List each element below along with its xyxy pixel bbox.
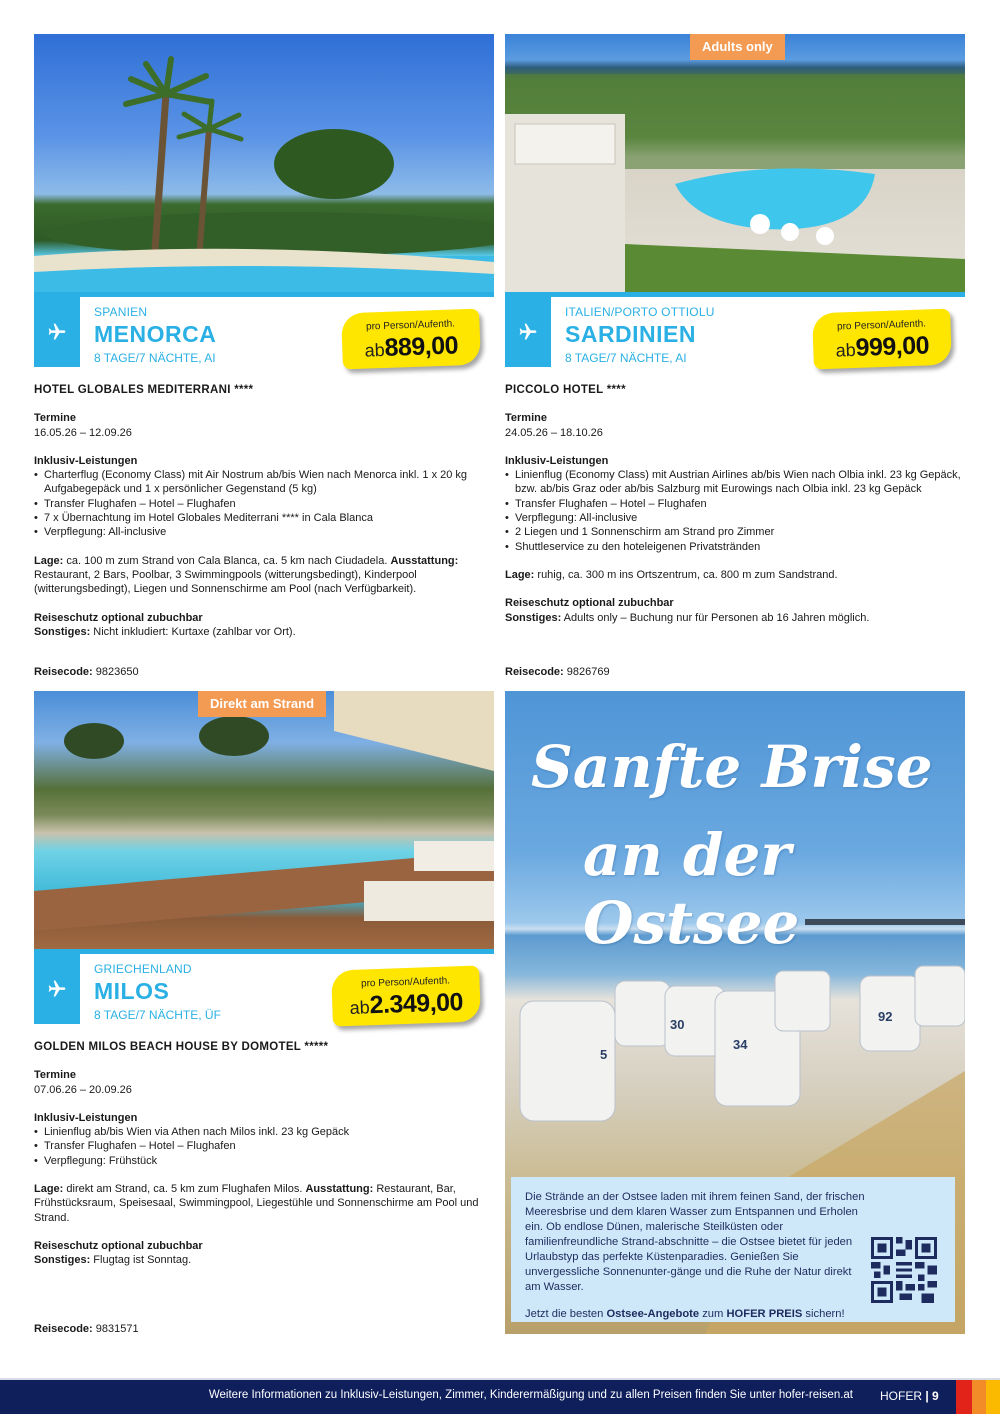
reisecode-menorca <box>34 666 139 678</box>
svg-text:30: 30 <box>670 1017 685 1032</box>
hotel-name: PICCOLO HOTEL **** <box>505 384 626 396</box>
reisecode-milos <box>34 1323 139 1335</box>
lage-text: ca. 100 m zum Strand von Cala Blanca, ca. 5 km nach Ciudadela. <box>63 554 391 567</box>
reiseschutz: Reiseschutz optional zubuchbar <box>34 1239 203 1252</box>
price-note: pro Person/Aufenth. <box>836 318 927 333</box>
offer-region: GRIECHENLAND <box>94 962 192 976</box>
termine-label: Termine <box>505 412 547 425</box>
price-value: 999,00 <box>855 331 930 362</box>
inklusiv-item: • Linienflug (Economy Class) mit Austrian Airlines ab/bis Wien nach Olbia inkl. 23 kg Gepäck, bzw. ab/bis Graz oder ab/bis Salzburg mit Eurowings nach Olbia inkl. 23 kg Gepäck <box>505 468 965 497</box>
offer-details <box>505 383 965 625</box>
offer-card-sardinien <box>505 34 965 625</box>
sonstiges <box>34 1253 494 1267</box>
brand-stripe-yellow <box>986 1380 1000 1414</box>
inklusiv-item: • Verpflegung: Frühstück <box>34 1154 494 1168</box>
price-prefix: ab <box>364 339 385 361</box>
price-tag <box>341 309 481 370</box>
offer-duration: 8 TAGE/7 NÄCHTE, AI <box>94 351 216 365</box>
inklusiv-item: • Transfer Flughafen – Hotel – Flughafen <box>34 1139 494 1153</box>
offer-duration: 8 TAGE/7 NÄCHTE, AI <box>565 351 687 365</box>
offer-header-band <box>505 292 965 367</box>
flight-icon-box <box>34 297 80 367</box>
price-note: pro Person/Aufenth. <box>365 318 456 333</box>
inklusiv-label: Inklusiv-Leistungen <box>505 454 609 467</box>
airplane-icon <box>518 322 538 342</box>
termine-dates: 24.05.26 – 18.10.26 <box>505 426 603 439</box>
brand-stripe-orange <box>972 1380 986 1414</box>
qr-code[interactable] <box>871 1237 937 1303</box>
offer-destination: SARDINIEN <box>565 321 697 347</box>
hotel-photo-pool-terrace <box>505 34 965 292</box>
hotel-photo-beach-pool <box>34 691 494 949</box>
offer-destination: MENORCA <box>94 321 217 347</box>
sonstiges-label: Sonstiges: <box>505 611 562 624</box>
offer-details <box>34 1040 494 1268</box>
cta-ostsee-angebote: Ostsee-Angebote <box>606 1308 700 1320</box>
sonstiges-text: Flugtag ist Sonntag. <box>90 1254 192 1267</box>
price-tag <box>812 309 952 370</box>
ausstattung-text: Restaurant, Bar, Frühstücksraum, Speisesaal, Swimmingpool, Liegestühle und Sonnenschirme am Pool und Strand. <box>34 1183 479 1224</box>
sonstiges-text: Nicht inkludiert: Kurtaxe (zahlbar vor Ort). <box>90 625 296 638</box>
inklusiv-item: • Verpflegung: All-inclusive <box>34 525 494 539</box>
sonstiges <box>34 625 494 639</box>
resort-pool-illustration <box>505 34 965 292</box>
flight-icon-box <box>34 954 80 1024</box>
inklusiv-item: • 7 x Übernachtung im Hotel Globales Mediterrani **** in Cala Blanca <box>34 511 494 525</box>
lage-text: ruhig, ca. 300 m ins Ortszentrum, ca. 800 m zum Sandstrand. <box>534 568 838 581</box>
price-note: pro Person/Aufenth. <box>360 975 451 990</box>
price-value: 2.349,00 <box>369 988 464 1020</box>
reisecode-value: 9823650 <box>92 666 139 678</box>
flight-icon-box <box>505 297 551 367</box>
brand-stripe-red <box>956 1380 972 1414</box>
airplane-icon <box>47 322 67 342</box>
reisecode-value: 9826769 <box>563 666 610 678</box>
ausstattung-label: Ausstattung: <box>305 1183 374 1196</box>
termine-label: Termine <box>34 1069 76 1082</box>
offer-details <box>34 383 494 639</box>
svg-text:92: 92 <box>878 1009 893 1024</box>
price-prefix: ab <box>349 997 371 1018</box>
sonstiges <box>505 611 965 625</box>
adults-only-badge: Adults only <box>690 34 785 60</box>
lage-label: Lage: <box>34 554 64 567</box>
lage <box>505 568 965 582</box>
ostsee-cta <box>525 1307 941 1322</box>
offer-header-band <box>34 292 494 367</box>
lage-text: direkt am Strand, ca. 5 km zum Flughafen Milos. <box>63 1183 306 1196</box>
termine-dates: 16.05.26 – 12.09.26 <box>34 426 132 439</box>
reisecode-value: 9831571 <box>92 1323 139 1335</box>
inklusiv-list <box>34 1125 494 1168</box>
airplane-icon <box>47 979 67 999</box>
cta-prefix: Jetzt die besten <box>525 1308 607 1320</box>
inklusiv-item: • Linienflug ab/bis Wien via Athen nach Milos inkl. 23 kg Gepäck <box>34 1125 494 1139</box>
hotel-name: HOTEL GLOBALES MEDITERRANI **** <box>34 384 254 396</box>
ostsee-promo <box>505 691 965 1334</box>
inklusiv-label: Inklusiv-Leistungen <box>34 1111 138 1124</box>
ausstattung-text: Restaurant, 2 Bars, Poolbar, 3 Swimmingpools (witterungsbedingt), Kinderpool (witterungsbedingt), Liegen und Sonnenschirme am Pool (nach Verfügbarkeit). <box>34 568 417 596</box>
inklusiv-item: • Charterflug (Economy Class) mit Air Nostrum ab/bis Wien nach Menorca inkl. 1 x 20 kg Aufgabegepäck und 1 x persönlicher Gegenstand (5 kg) <box>34 468 494 497</box>
lage-ausstattung <box>34 1182 494 1225</box>
offer-region: ITALIEN/PORTO OTTIOLU <box>565 305 715 319</box>
palm-trees-illustration <box>34 34 494 292</box>
inklusiv-list <box>34 468 494 539</box>
page-footer <box>0 1378 1000 1414</box>
inklusiv-item: • 2 Liegen und 1 Sonnenschirm am Strand pro Zimmer <box>505 525 965 539</box>
direkt-am-strand-badge: Direkt am Strand <box>198 691 326 717</box>
sonstiges-label: Sonstiges: <box>34 1254 91 1267</box>
ostsee-headline-line1: Sanfte Brise <box>531 733 933 801</box>
brand-name: HOFER <box>880 1389 922 1403</box>
hotel-photo-pool-palms <box>34 34 494 292</box>
footer-info-text: Weitere Informationen zu Inklusiv-Leistungen, Zimmer, Kinderermäßigung und zu allen Preisen finden Sie unter hofer-reisen.at <box>208 1389 853 1401</box>
hotel-name: GOLDEN MILOS BEACH HOUSE BY DOMOTEL ***** <box>34 1041 329 1053</box>
offer-destination: MILOS <box>94 978 170 1004</box>
termine-dates: 07.06.26 – 20.09.26 <box>34 1083 132 1096</box>
inklusiv-label: Inklusiv-Leistungen <box>34 454 138 467</box>
pool-deck-illustration <box>34 691 494 949</box>
offer-header-band <box>34 949 494 1024</box>
footer-brand-page <box>880 1389 939 1403</box>
offer-card-milos <box>34 691 494 1268</box>
brand-separator: | <box>925 1389 929 1403</box>
reisecode-label: Reisecode: <box>34 1323 93 1335</box>
inklusiv-item: • Verpflegung: All-inclusive <box>505 511 965 525</box>
page-number: 9 <box>932 1389 939 1403</box>
offer-duration: 8 TAGE/7 NÄCHTE, ÜF <box>94 1008 221 1022</box>
inklusiv-list <box>505 468 965 554</box>
cta-mid: zum <box>699 1308 727 1320</box>
ostsee-body-text: Die Strände an der Ostsee laden mit ihrem feinen Sand, der frischen Meeresbrise und dem klaren Wasser zum Entspannen und Erholen ein. Ob endlose Dünen, malerische Steilküsten oder familienfreundliche Strand-abschnitte – die Ostsee bietet für jeden Urlaubstyp das perfekte Küstenparadies. Genießen Sie unvergessliche Sonnenunter-gänge und die Ruhe der Natur direkt am Wasser. <box>525 1191 865 1293</box>
price-prefix: ab <box>835 339 856 361</box>
offer-card-menorca <box>34 34 494 639</box>
sonstiges-text: Adults only – Buchung nur für Personen ab 16 Jahren möglich. <box>561 611 870 624</box>
lage-label: Lage: <box>34 1183 64 1196</box>
inklusiv-item: • Transfer Flughafen – Hotel – Flughafen <box>34 497 494 511</box>
price-value: 889,00 <box>384 331 459 362</box>
svg-text:34: 34 <box>733 1037 748 1052</box>
reisecode-label: Reisecode: <box>34 666 93 678</box>
cta-hofer-preis: HOFER PREIS <box>726 1308 803 1320</box>
ostsee-info-box <box>511 1177 955 1322</box>
termine-label: Termine <box>34 412 76 425</box>
inklusiv-item: • Transfer Flughafen – Hotel – Flughafen <box>505 497 965 511</box>
reisecode-sardinien <box>505 666 610 678</box>
offer-region: SPANIEN <box>94 305 148 319</box>
reisecode-label: Reisecode: <box>505 666 564 678</box>
reiseschutz: Reiseschutz optional zubuchbar <box>505 597 674 610</box>
price-tag <box>331 965 481 1026</box>
inklusiv-item: • Shuttleservice zu den hoteleigenen Privatstränden <box>505 540 965 554</box>
cta-suffix: sichern! <box>802 1308 845 1320</box>
lage-ausstattung <box>34 554 494 597</box>
ausstattung-label: Ausstattung: <box>390 554 459 567</box>
svg-text:5: 5 <box>600 1047 608 1062</box>
reiseschutz: Reiseschutz optional zubuchbar <box>34 611 203 624</box>
ostsee-headline-line2: an der Ostsee <box>583 821 800 957</box>
sonstiges-label: Sonstiges: <box>34 625 91 638</box>
lage-label: Lage: <box>505 568 535 581</box>
